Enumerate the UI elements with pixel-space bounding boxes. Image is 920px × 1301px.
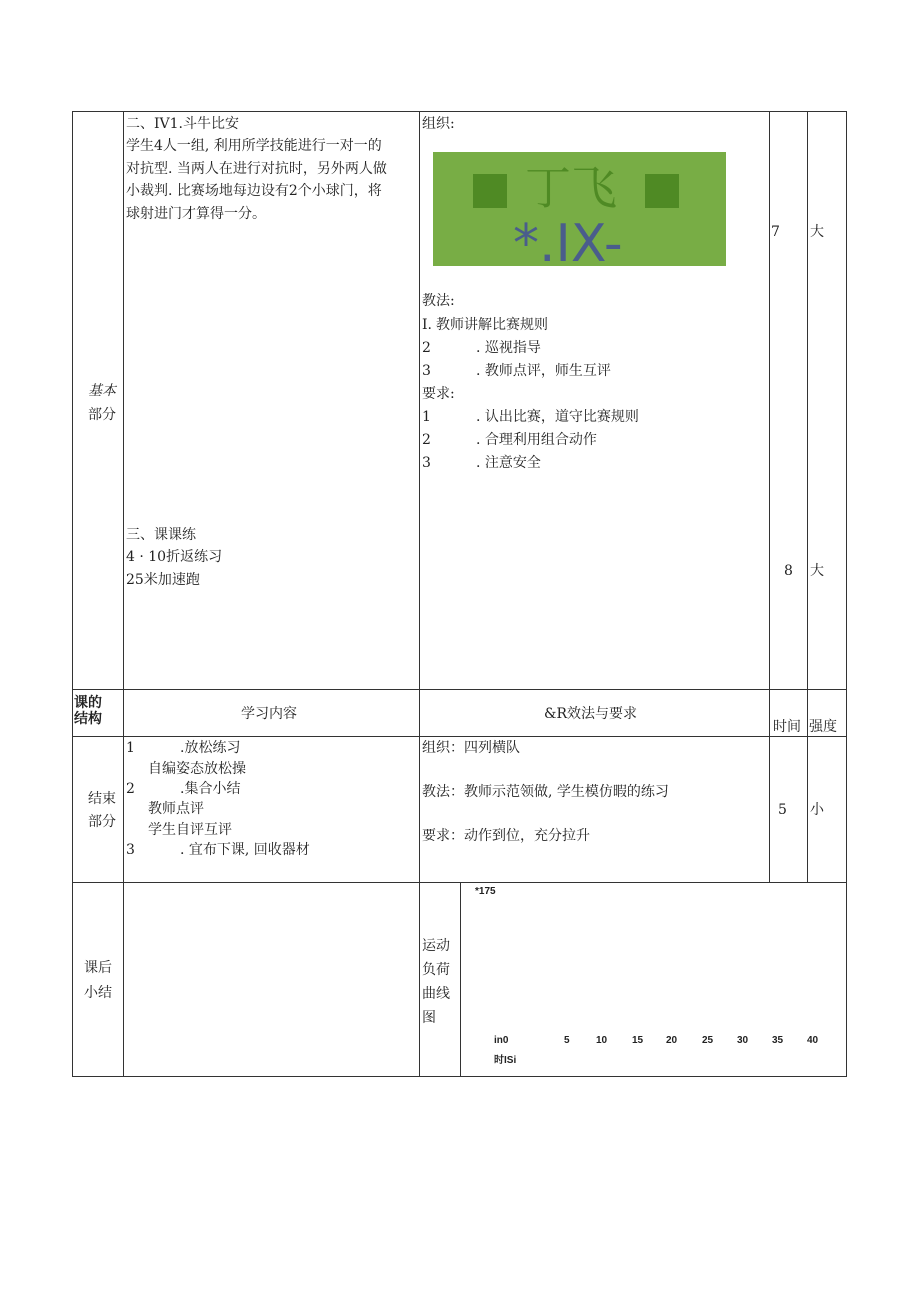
header-intensity: 强度 (809, 718, 837, 734)
game-title: 二、IV1.斗牛比安 (126, 116, 239, 132)
header-time: 时间 (773, 718, 801, 734)
game-desc-line-2: 对抗型. 当两人在进行对抗时，另外两人做 (126, 161, 387, 177)
end-item-1-num: 1 (126, 740, 135, 756)
end-item-1-sub: 自编姿态放松操 (148, 761, 246, 777)
x-axis-label: 时ISi (494, 1055, 517, 1066)
teach-item-2-num: 2 (422, 340, 431, 356)
practice-item-2: 25米加速跑 (126, 572, 200, 588)
x-tick-label: 10 (596, 1035, 608, 1046)
x-tick-label: in0 (494, 1035, 509, 1046)
diagram-text-bottom: *.IX- (513, 214, 623, 266)
section-label-summary: 课后 (84, 960, 112, 976)
end-teach: 教法：教师示范领做, 学生模仿暇的练习 (422, 784, 669, 800)
header-structure: 课的 结构 (74, 694, 102, 726)
diagram-text-top: 丁飞 (525, 161, 617, 215)
x-tick-label: 5 (564, 1035, 570, 1046)
curve-label-2: 负荷 (422, 962, 450, 978)
table-right-border (846, 111, 847, 1077)
teach-label: 教法: (422, 293, 455, 309)
game-desc-line-3: 小裁判. 比赛场地每边设有2个小球门，将 (126, 183, 382, 199)
section-label-summary-2: 小结 (84, 985, 112, 1001)
curve-label-3: 曲线 (422, 986, 450, 1002)
section-label-end-2: 部分 (88, 814, 116, 830)
header-content: 学习内容 (241, 706, 297, 722)
section-label-basic: 基本 (88, 383, 116, 399)
teach-item-3: . 教师点评，师生互评 (476, 363, 611, 379)
teach-item-1-num: I. (422, 317, 432, 333)
teach-item-2: . 巡视指导 (476, 340, 541, 356)
teach-item-1: 教师讲解比赛规则 (436, 317, 548, 333)
req-item-2: . 合理利用组合动作 (476, 432, 597, 448)
end-item-2-sub-1: 教师点评 (148, 801, 204, 817)
time-value-practice: 8 (784, 563, 793, 579)
square-marker-right (645, 174, 679, 208)
req-item-1-num: 1 (422, 409, 431, 425)
header-row-top-border (72, 689, 847, 690)
end-req: 要求：动作到位，充分拉升 (422, 828, 590, 844)
x-tick-label: 30 (737, 1035, 749, 1046)
table-top-border (72, 111, 847, 112)
org-label: 组织: (422, 116, 455, 132)
square-marker-left (473, 174, 507, 208)
x-tick-label: 15 (632, 1035, 644, 1046)
req-item-3-num: 3 (422, 455, 431, 471)
req-label: 要求: (422, 386, 455, 402)
end-item-1: .放松练习 (180, 740, 241, 756)
col-divider-2 (419, 111, 420, 1077)
teach-item-3-num: 3 (422, 363, 431, 379)
practice-item-1: 4 · 10折返练习 (126, 549, 223, 565)
organization-diagram (433, 152, 726, 266)
x-tick-label: 40 (807, 1035, 819, 1046)
header-method: &R效法与要求 (544, 706, 638, 722)
end-item-3-num: 3 (126, 842, 135, 858)
intensity-value-practice: 大 (810, 563, 824, 579)
end-org: 组织：四列横队 (422, 740, 520, 756)
req-item-2-num: 2 (422, 432, 431, 448)
x-tick-label: 25 (702, 1035, 714, 1046)
practice-title: 三、课课练 (126, 527, 196, 543)
curve-label-1: 运动 (422, 938, 450, 954)
col-divider-3 (769, 111, 770, 883)
intensity-value-game: 大 (810, 224, 824, 240)
req-item-1: . 认出比赛，道守比赛规则 (476, 409, 639, 425)
table-left-border (72, 111, 73, 1077)
game-desc-line-1: 学生4人一组, 利用所学技能进行一对一的 (126, 138, 382, 154)
end-item-3: . 宜布下课, 回收器材 (180, 842, 310, 858)
load-curve-chart (461, 883, 846, 1076)
x-tick-label: 35 (772, 1035, 784, 1046)
curve-label-4: 图 (422, 1010, 436, 1026)
end-time: 5 (778, 802, 787, 818)
header-row-bottom-border (72, 736, 847, 737)
end-intensity: 小 (810, 802, 824, 818)
section-label-end: 结束 (88, 791, 116, 807)
game-desc-line-4: 球射进门才算得一分。 (126, 206, 266, 222)
col-divider-1 (123, 111, 124, 1077)
x-tick-label: 20 (666, 1035, 678, 1046)
end-item-2-num: 2 (126, 781, 135, 797)
req-item-3: . 注意安全 (476, 455, 541, 471)
section-label-basic-2: 部分 (88, 407, 116, 423)
end-item-2: .集合小结 (180, 781, 241, 797)
time-value-game: 7 (771, 224, 780, 240)
y-tick-top: *175 (475, 886, 496, 897)
end-item-2-sub-2: 学生自评互评 (148, 822, 232, 838)
col-divider-4 (807, 111, 808, 883)
